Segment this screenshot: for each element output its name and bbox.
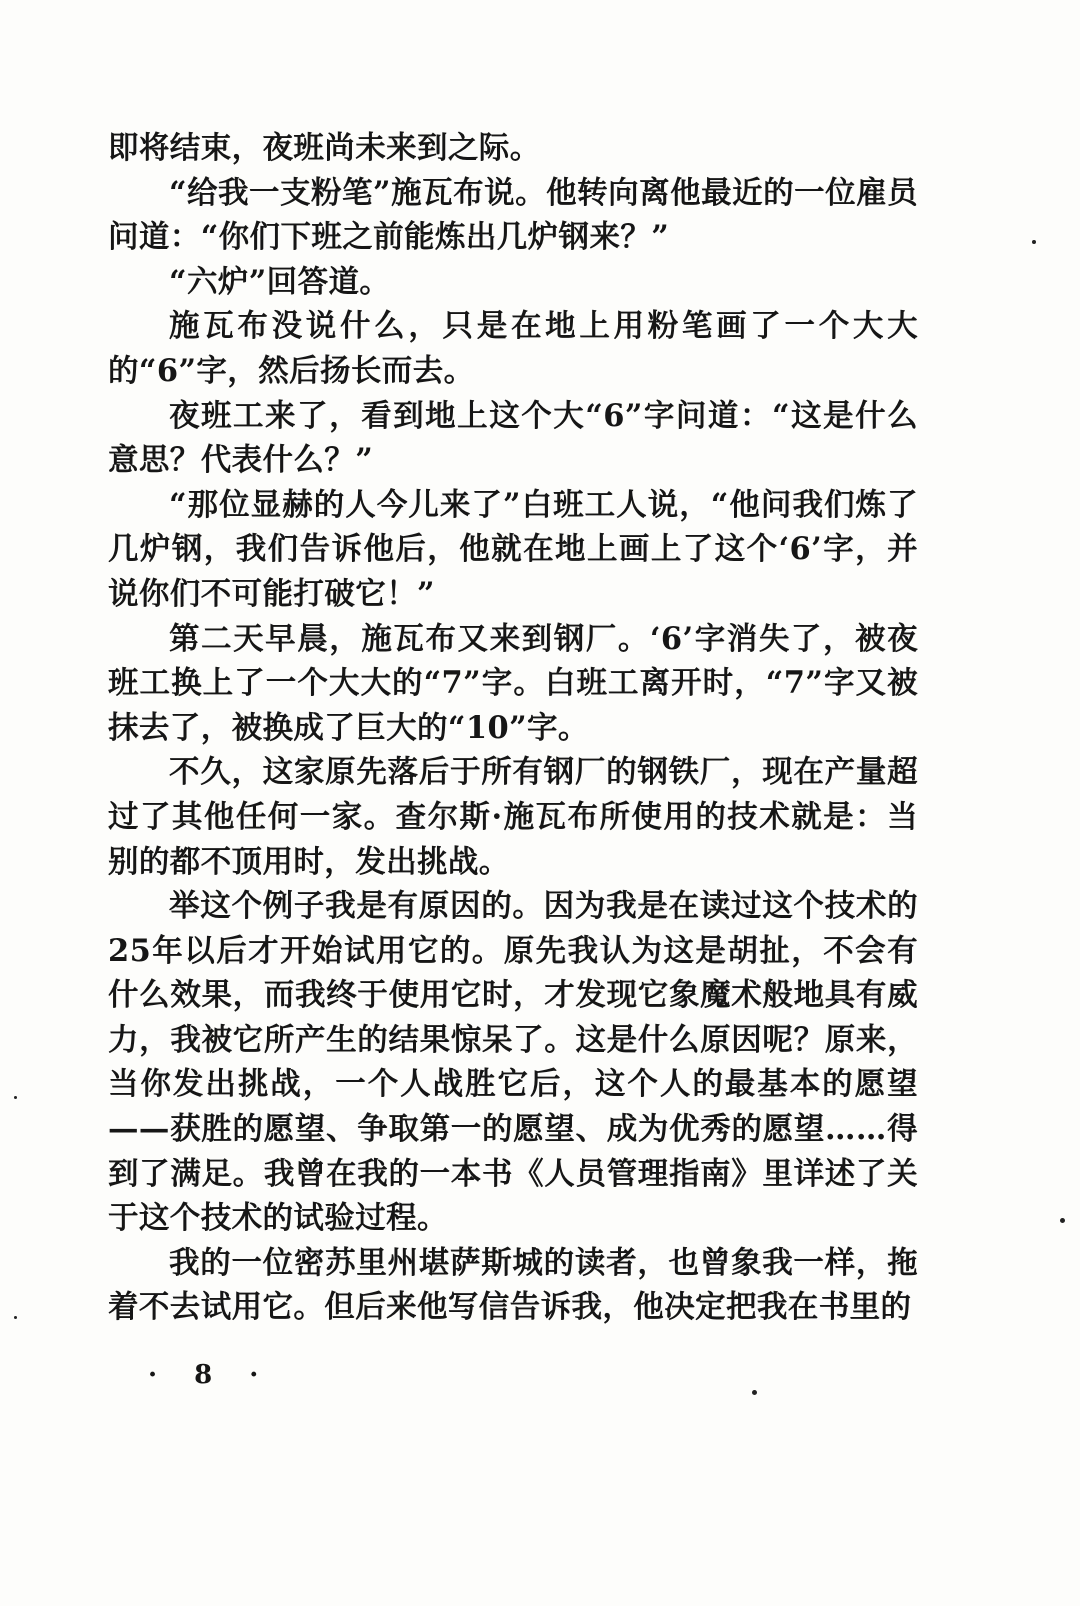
scan-speck	[14, 1316, 17, 1319]
body-text	[108, 126, 918, 1330]
paragraph: 即将结束，夜班尚未来到之际。	[108, 130, 541, 166]
paragraph: “那位显赫的人今儿来了”白班工人说，“他问我们炼了几炉钢，我们告诉他后，他就在地上画上了这个‘6’字，并说你们不可能打破它！”	[108, 486, 918, 612]
scan-speck	[1032, 240, 1036, 244]
scan-speck	[752, 1390, 757, 1395]
scan-speck	[1060, 1218, 1065, 1223]
scan-speck	[14, 1096, 17, 1099]
paragraph: 第二天早晨，施瓦布又来到钢厂。‘6’字消失了，被夜班工换上了一个大大的“7”字。白班工离开时，“7”字又被抹去了，被换成了巨大的“10”字。	[108, 620, 918, 746]
paragraph: 不久，这家原先落后于所有钢厂的钢铁厂，现在产量超过了其他任何一家。查尔斯·施瓦布所使用的技术就是：当别的都不顶用时，发出挑战。	[108, 754, 918, 880]
paragraph: “给我一支粉笔”施瓦布说。他转向离他最近的一位雇员问道：“你们下班之前能炼出几炉钢来？”	[108, 174, 918, 256]
paragraph: 施瓦布没说什么，只是在地上用粉笔画了一个大大的“6”字，然后扬长而去。	[108, 308, 918, 389]
paragraph: “六炉”回答道。	[169, 263, 391, 300]
paragraph: 夜班工来了，看到地上这个大“6”字问道：“这是什么意思？代表什么？”	[108, 397, 918, 479]
page-number: · 8 ·	[148, 1360, 273, 1390]
paragraph: 举这个例子我是有原因的。因为我是在读过这个技术的25年以后才开始试用它的。原先我认为这是胡扯，不会有什么效果，而我终于使用它时，才发现它象魔术般地具有威力，我被它所产生的结果惊呆了。这是什么原因呢？原来，当你发出挑战，一个人战胜它后，这个人的最基本的愿望——获胜的愿望、争取第一的愿望、成为优秀的愿望……得到了满足。我曾在我的一本书《人员管理指南》里详述了关于这个技术的试验过程。	[108, 888, 918, 1237]
paragraph: 我的一位密苏里州堪萨斯城的读者，也曾象我一样，拖着不去试用它。但后来他写信告诉我，他决定把我在书里的	[108, 1244, 918, 1326]
